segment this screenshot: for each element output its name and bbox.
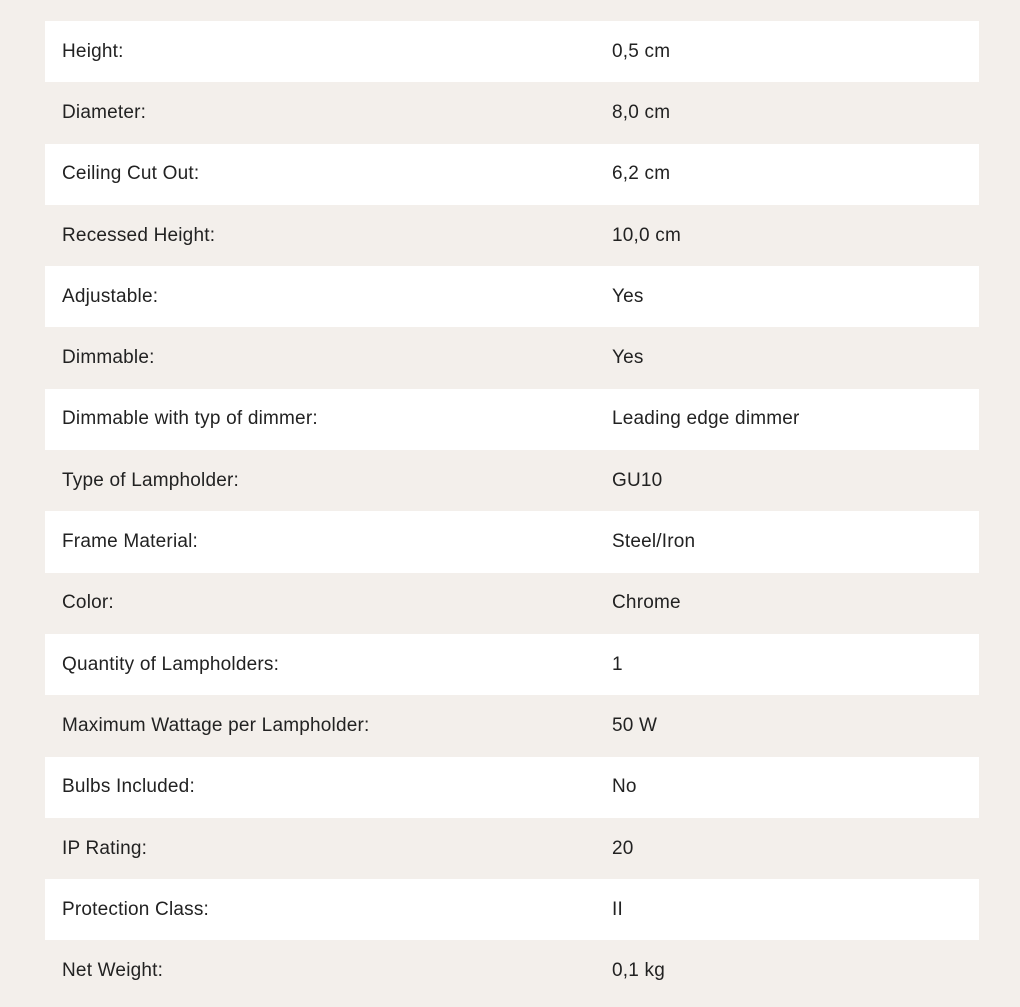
spec-value: Leading edge dimmer bbox=[612, 408, 800, 430]
spec-row-color bbox=[45, 573, 979, 634]
spec-label: Dimmable with typ of dimmer: bbox=[62, 408, 318, 430]
spec-row-recessed-height bbox=[45, 205, 979, 266]
spec-row-dimmable bbox=[45, 327, 979, 388]
spec-table bbox=[45, 21, 979, 1002]
spec-row-lampholder-quantity bbox=[45, 634, 979, 695]
spec-value: Steel/Iron bbox=[612, 531, 696, 553]
spec-value: 1 bbox=[612, 653, 623, 675]
spec-value: 0,1 kg bbox=[612, 960, 665, 982]
spec-row-dimmer-type bbox=[45, 389, 979, 450]
spec-value: II bbox=[612, 898, 623, 920]
spec-value: 50 W bbox=[612, 714, 658, 736]
spec-label: Bulbs Included: bbox=[62, 776, 195, 798]
spec-value: 6,2 cm bbox=[612, 163, 671, 185]
spec-row-protection-class bbox=[45, 879, 979, 940]
spec-label: Adjustable: bbox=[62, 285, 159, 307]
spec-label: Ceiling Cut Out: bbox=[62, 163, 200, 185]
spec-row-bulbs-included bbox=[45, 757, 979, 818]
spec-value: 0,5 cm bbox=[612, 40, 671, 62]
spec-row-frame-material bbox=[45, 511, 979, 572]
spec-row-lampholder-type bbox=[45, 450, 979, 511]
spec-label: Dimmable: bbox=[62, 347, 155, 369]
spec-label: Net Weight: bbox=[62, 960, 164, 982]
spec-value: 8,0 cm bbox=[612, 101, 671, 123]
spec-label: Height: bbox=[62, 40, 124, 62]
spec-row-ip-rating bbox=[45, 818, 979, 879]
spec-label: Type of Lampholder: bbox=[62, 469, 240, 491]
spec-row-ceiling-cut-out bbox=[45, 144, 979, 205]
spec-row-diameter bbox=[45, 82, 979, 143]
spec-value: GU10 bbox=[612, 469, 663, 491]
spec-value: 10,0 cm bbox=[612, 224, 681, 246]
spec-label: Frame Material: bbox=[62, 531, 199, 553]
spec-label: Quantity of Lampholders: bbox=[62, 653, 280, 675]
spec-value: Yes bbox=[612, 285, 644, 307]
spec-value: Yes bbox=[612, 347, 644, 369]
spec-value: Chrome bbox=[612, 592, 681, 614]
spec-label: IP Rating: bbox=[62, 837, 148, 859]
spec-label: Color: bbox=[62, 592, 114, 614]
spec-label: Diameter: bbox=[62, 101, 147, 123]
spec-value: 20 bbox=[612, 837, 634, 859]
spec-row-max-wattage bbox=[45, 695, 979, 756]
spec-row-height bbox=[45, 21, 979, 82]
spec-row-net-weight bbox=[45, 940, 979, 1001]
spec-row-adjustable bbox=[45, 266, 979, 327]
spec-value: No bbox=[612, 776, 637, 798]
spec-label: Maximum Wattage per Lampholder: bbox=[62, 714, 370, 736]
spec-label: Protection Class: bbox=[62, 898, 210, 920]
spec-label: Recessed Height: bbox=[62, 224, 216, 246]
